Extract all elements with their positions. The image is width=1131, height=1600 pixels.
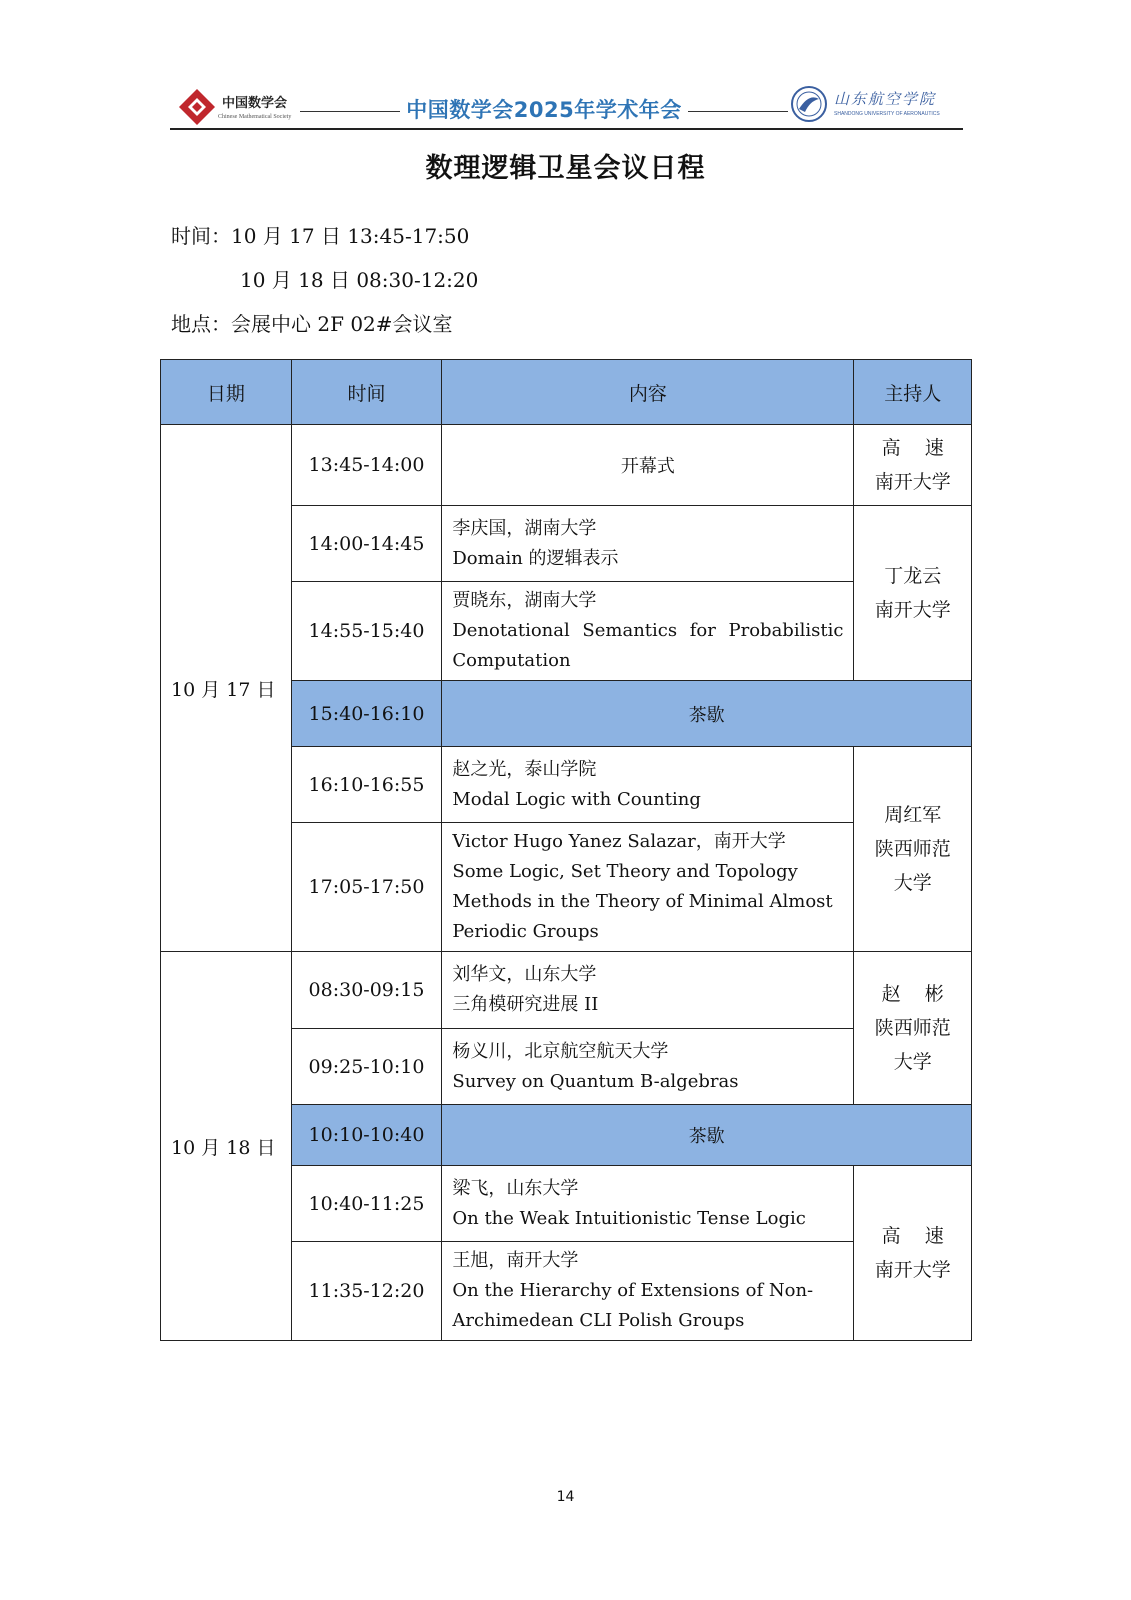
cms-logo-english: Chinese Mathematical Society [218, 114, 292, 120]
cms-logo-text: 中国数学会 [222, 96, 288, 111]
time-cell: 14:00-14:45 [291, 506, 442, 582]
speaker: 杨义川，北京航空航天大学 [452, 1040, 669, 1062]
time-cell: 10:40-11:25 [291, 1166, 442, 1242]
talk-title: Some Logic, Set Theory and Topology Methods in the Theory of Minimal Almost Periodic Groups [452, 861, 833, 942]
talk-title: Denotational Semantics for Probabilistic Computation [452, 620, 844, 671]
speaker: 李庆国，湖南大学 [452, 517, 597, 539]
speaker: Victor Hugo Yanez Salazar，南开大学 [452, 831, 786, 852]
sua-logo-english: SHANDONG UNIVERSITY OF AERONAUTICS [834, 111, 940, 117]
content-cell [442, 1166, 854, 1242]
table-row [161, 425, 972, 506]
content-cell [442, 823, 854, 952]
header-content: 内容 [442, 360, 854, 425]
content-cell [442, 582, 854, 681]
host-name: 周红军 [884, 804, 942, 826]
time-cell: 17:05-17:50 [291, 823, 442, 952]
time-label: 时间： [171, 224, 231, 248]
header-rule [170, 128, 963, 130]
talk-title: Modal Logic with Counting [452, 788, 701, 810]
host-affiliation: 陕西师范 [874, 1017, 951, 1039]
talk-title: On the Weak Intuitionistic Tense Logic [452, 1207, 806, 1229]
host-name: 丁龙云 [884, 565, 942, 587]
place-line [171, 308, 453, 337]
date-cell-day2: 10 月 18 日 [161, 952, 292, 1341]
time-value-2: 10 月 18 日 08:30-12:20 [240, 268, 479, 292]
talk-title: Survey on Quantum B-algebras [452, 1070, 739, 1092]
sua-logo-text: 山东航空学院 [834, 90, 937, 108]
host-cell [854, 425, 972, 506]
place-label: 地点： [171, 312, 231, 336]
content-cell [442, 747, 854, 823]
header-divider-right [688, 111, 788, 112]
speaker: 刘华文，山东大学 [452, 964, 597, 985]
date-cell-day1: 10 月 17 日 [161, 425, 292, 952]
break-cell: 茶歇 [442, 1105, 972, 1166]
speaker: 王旭，南开大学 [452, 1250, 579, 1271]
content-cell [442, 1029, 854, 1105]
content-cell: 开幕式 [442, 425, 854, 506]
host-affiliation: 南开大学 [874, 599, 951, 621]
sua-emblem-icon [790, 85, 828, 123]
time-value-1: 10 月 17 日 13:45-17:50 [231, 224, 470, 248]
content-cell [442, 952, 854, 1029]
speaker: 赵之光，泰山学院 [452, 758, 597, 780]
page-title: 数理逻辑卫星会议日程 [425, 153, 706, 184]
host-cell [854, 1166, 972, 1341]
time-cell: 16:10-16:55 [291, 747, 442, 823]
talk-title: On the Hierarchy of Extensions of Non-Archimedean CLI Polish Groups [452, 1280, 814, 1331]
table-header-row [161, 360, 972, 425]
time-cell: 08:30-09:15 [291, 952, 442, 1029]
host-name: 高 速 [881, 1225, 944, 1247]
time-cell: 13:45-14:00 [291, 425, 442, 506]
speaker: 梁飞，山东大学 [452, 1177, 579, 1199]
header-host: 主持人 [854, 360, 972, 425]
sua-logo [790, 84, 960, 128]
time-cell: 11:35-12:20 [291, 1242, 442, 1341]
time-cell: 14:55-15:40 [291, 582, 442, 681]
time-cell: 10:10-10:40 [291, 1105, 442, 1166]
cms-diamond-icon [178, 88, 216, 126]
talk-title: Domain 的逻辑表示 [452, 547, 619, 569]
content-cell [442, 506, 854, 582]
talk-title: 三角模研究进展 II [452, 994, 599, 1015]
host-affiliation-cont: 大学 [893, 1051, 932, 1073]
host-affiliation: 陕西师范 [874, 838, 951, 860]
content-cell [442, 1242, 854, 1341]
page-number: 14 [556, 1489, 575, 1505]
host-cell [854, 747, 972, 952]
host-affiliation: 南开大学 [874, 1259, 951, 1281]
speaker: 贾晓东，湖南大学 [452, 590, 597, 611]
host-name: 赵 彬 [881, 983, 944, 1005]
place-value: 会展中心 2F 02#会议室 [231, 312, 453, 336]
host-cell [854, 506, 972, 681]
host-affiliation: 南开大学 [874, 471, 951, 493]
cms-logo [178, 88, 300, 128]
page-header [170, 84, 963, 130]
conference-title: 中国数学会2025年学术年会 [406, 98, 682, 122]
host-cell [854, 952, 972, 1105]
host-name: 高 速 [881, 437, 944, 459]
table-row [161, 952, 972, 1029]
host-affiliation-cont: 大学 [893, 872, 932, 894]
header-divider-left [300, 111, 400, 112]
time-cell: 09:25-10:10 [291, 1029, 442, 1105]
schedule-table [160, 359, 972, 1341]
time-cell: 15:40-16:10 [291, 681, 442, 747]
time-line-1 [171, 220, 469, 249]
header-time: 时间 [291, 360, 442, 425]
header-date: 日期 [161, 360, 292, 425]
break-cell: 茶歇 [442, 681, 972, 747]
